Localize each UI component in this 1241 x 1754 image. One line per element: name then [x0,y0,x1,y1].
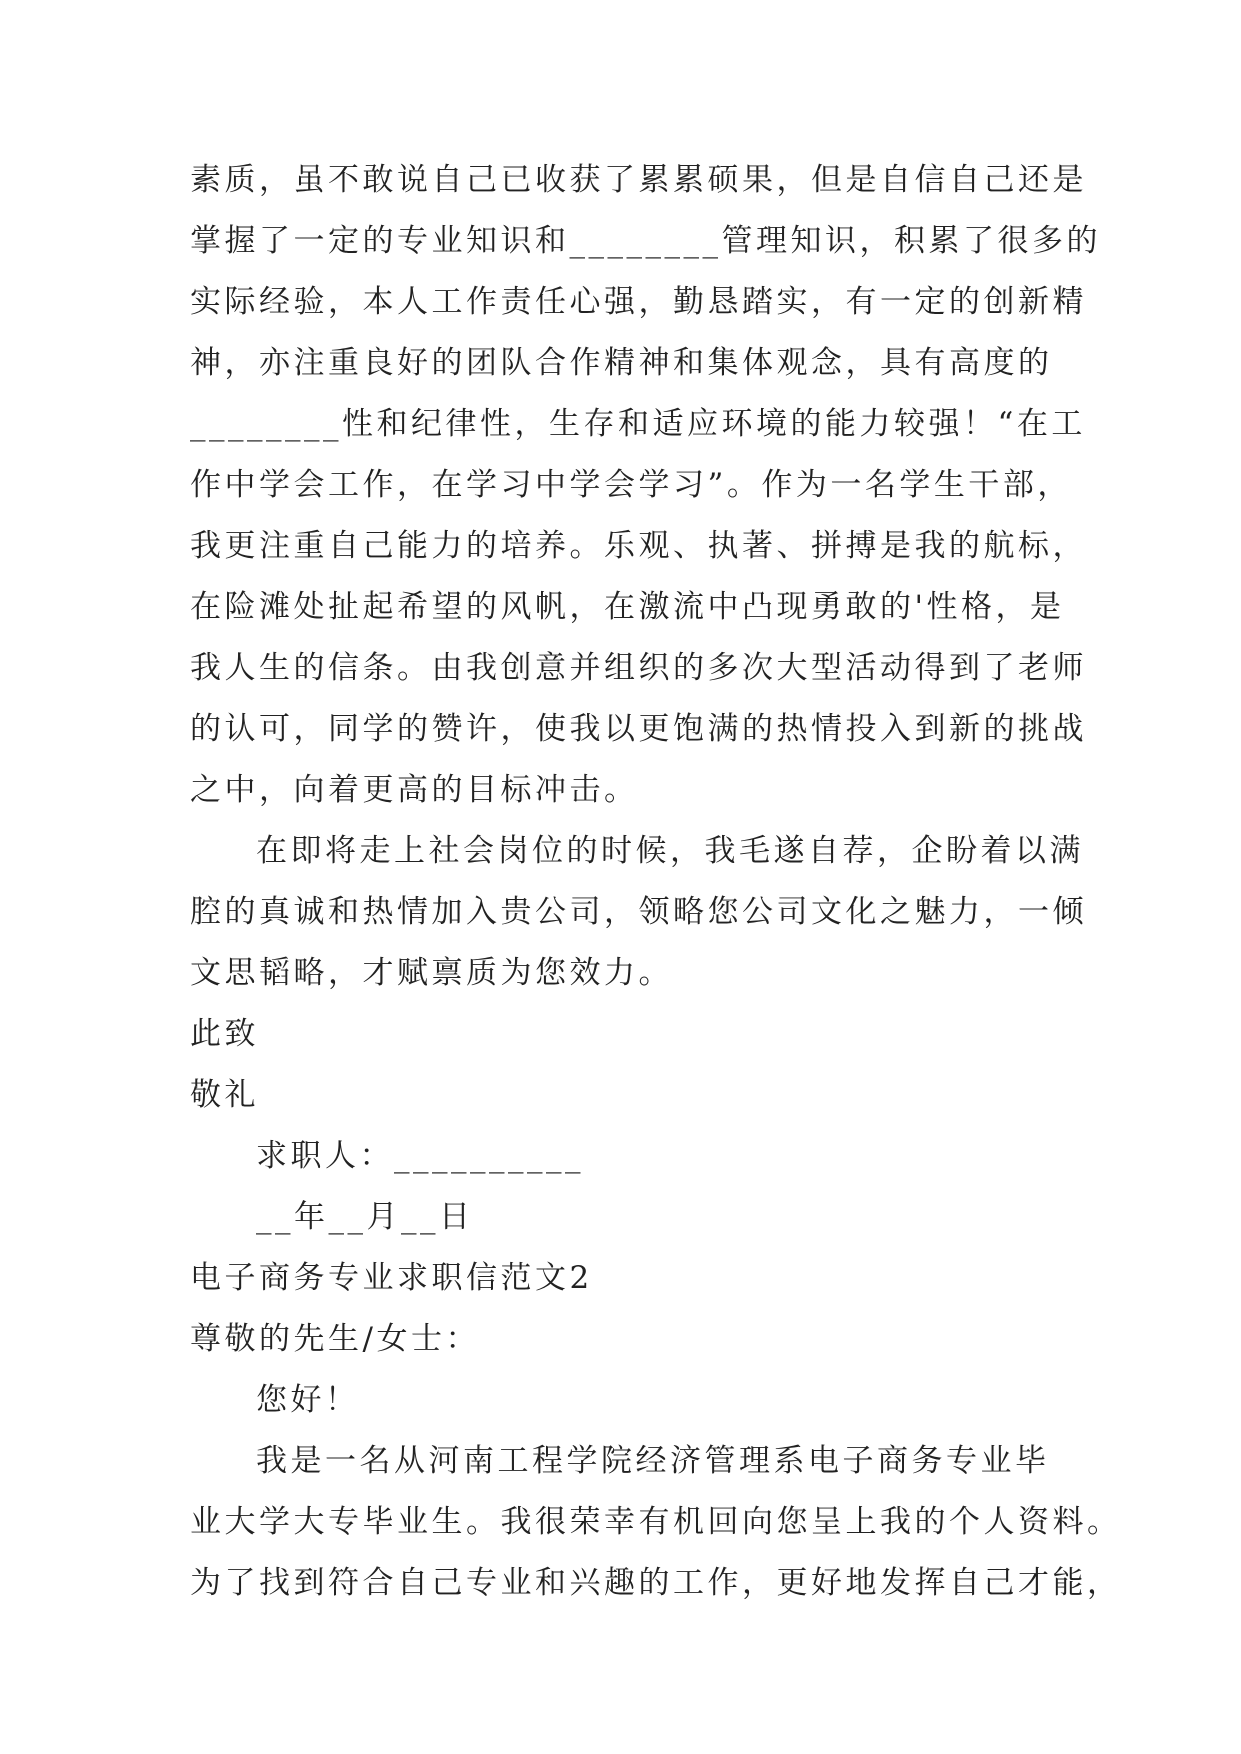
paragraph-start-line: 我是一名从河南工程学院经济管理系电子商务专业毕 [256,1443,1050,1479]
paragraph-start-line: 在即将走上社会岗位的时候，我毛遂自荐，企盼着以满 [256,833,1084,869]
letter-body [190,150,1122,1614]
text-line: 神，亦注重良好的团队合作精神和集体观念，具有高度的 [190,345,1053,381]
text-line: 为了找到符合自己专业和兴趣的工作，更好地发挥自己才能， [190,1565,1122,1601]
applicant-signature-line: 求职人：__________ [256,1138,584,1174]
text-line: 之中，向着更高的目标冲击。 [190,772,639,808]
closing-salutation: 此致 [190,1016,259,1052]
text-line: 我人生的信条。由我创意并组织的多次大型活动得到了老师 [190,650,1087,686]
text-line: 掌握了一定的专业知识和________管理知识，积累了很多的 [190,223,1101,259]
text-line: 业大学大专毕业生。我很荣幸有机回向您呈上我的个人资料。 [190,1504,1122,1540]
greeting-recipient: 尊敬的先生/女士： [190,1321,480,1357]
greeting-hello: 您好！ [256,1382,360,1418]
text-line: 我更注重自己能力的培养。乐观、执著、拼搏是我的航标， [190,528,1087,564]
text-line: 实际经验，本人工作责任心强，勤恳踏实，有一定的创新精 [190,284,1087,320]
text-line: 作中学会工作，在学习中学会学习”。作为一名学生干部， [190,467,1072,503]
text-line: 文思韬略，才赋禀质为您效力。 [190,955,673,991]
text-line: ________性和纪律性，生存和适应环境的能力较强！“在工 [190,406,1086,442]
text-line: 腔的真诚和热情加入贵公司，领略您公司文化之魅力，一倾 [190,894,1087,930]
closing-regards: 敬礼 [190,1077,259,1113]
date-line: __年__月__日 [256,1199,474,1235]
text-line: 在险滩处扯起希望的风帆，在激流中凸现勇敢的'性格，是 [190,589,1065,625]
section-title: 电子商务专业求职信范文2 [190,1260,593,1296]
text-line: 素质，虽不敢说自己已收获了累累硕果，但是自信自己还是 [190,162,1087,198]
text-line: 的认可，同学的赞许，使我以更饱满的热情投入到新的挑战 [190,711,1087,747]
